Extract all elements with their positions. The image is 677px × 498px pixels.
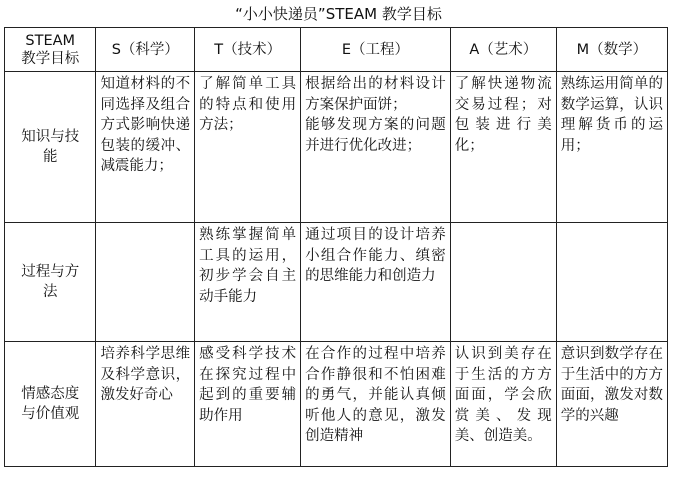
column-header-art: A（艺术） [450,28,556,72]
cell-text: 根据给出的材料设计方案保护面饼； [305,76,446,113]
cell-text: 了解简单工具的特点和使用方法； [199,76,297,133]
row-knowledge-skills [5,72,668,223]
corner-header [5,28,96,72]
row-header [5,223,96,342]
cell-art [450,72,556,223]
column-header-engineering: E（工程） [301,28,451,72]
cell-science [96,342,195,467]
row-header [5,342,96,467]
table-title: “小小快递员”STEAM 教学目标 [235,5,442,23]
cell-text: 了解快递物流交易过程；对包装进行美化； [454,76,552,154]
cell-text: 熟练运用简单的数学运算，认识理解货币的运用； [560,76,663,154]
row-header-line: 情感态度 [21,385,80,402]
corner-header-line: STEAM [25,32,76,49]
row-header-line: 过程与方 [21,263,80,280]
cell-text: 熟练掌握简单工具的运用，初步学会自主动手能力 [199,227,297,305]
row-header [5,72,96,223]
cell-engineering [301,342,451,467]
column-header-math: M（数学） [556,28,667,72]
cell-text: 通过项目的设计培养小组合作能力、缜密的思维能力和创造力 [305,227,446,284]
header-row [5,28,668,72]
cell-math [556,223,667,342]
cell-text: 感受科学技术在探究过程中起到的重要辅助作用 [199,346,297,424]
column-header-technology: T（技术） [195,28,301,72]
row-process-method [5,223,668,342]
cell-art [450,223,556,342]
row-header-line: 与价值观 [21,406,80,422]
cell-text: 意识到数学存在于生活中的方方面面，激发对数学的兴趣 [560,346,663,424]
cell-text: 知道材料的不同选择及组合方式影响快递包装的缓冲、减震能力； [100,76,191,174]
cell-text: 在合作的过程中培养合作静很和不怕困难的勇气，并能认真倾听他人的意见，激发创造精神 [305,346,446,444]
cell-math [556,72,667,223]
cell-technology [195,342,301,467]
row-header-line: 法 [42,284,58,300]
cell-text: 培养科学思维及科学意识，激发好奇心 [100,346,191,403]
cell-technology [195,72,301,223]
cell-math [556,342,667,467]
row-emotion-values [5,342,668,467]
cell-engineering [301,72,451,223]
corner-header-line: 教学目标 [21,50,80,67]
cell-technology [195,223,301,342]
cell-art [450,342,556,467]
steam-objectives-table [4,27,668,467]
cell-text: 能够发现方案的问题并进行优化改进； [305,117,446,154]
cell-science [96,72,195,223]
column-header-science: S（科学） [96,28,195,72]
row-header-line: 知识与技 [21,128,80,145]
cell-engineering [301,223,451,342]
row-header-line: 能 [42,149,58,165]
cell-text: 认识到美存在于生活的方方面面，学会欣赏美、发现美、创造美。 [454,346,552,444]
cell-science [96,223,195,342]
